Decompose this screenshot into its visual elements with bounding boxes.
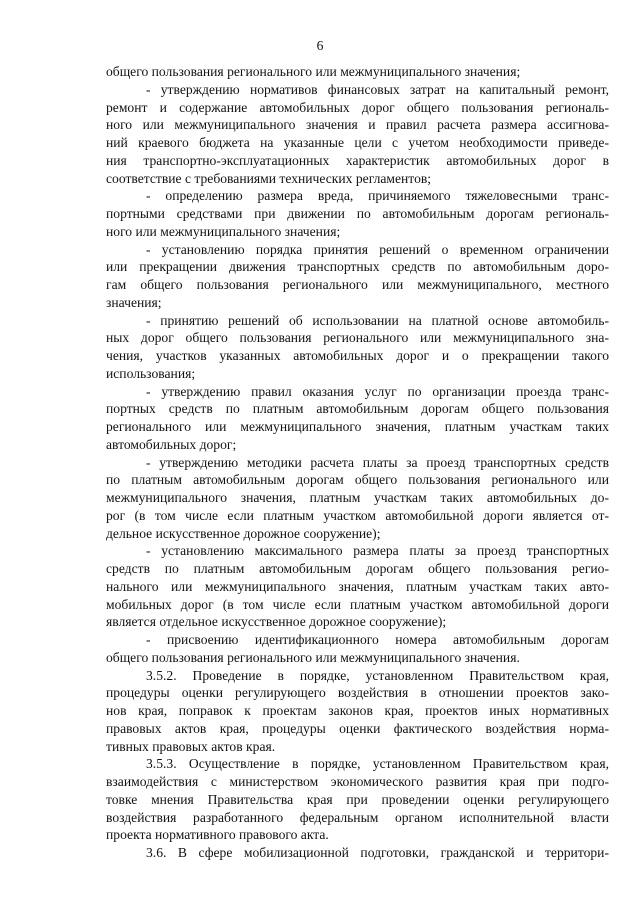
text-line: ния транспортно-эксплуатационных характеристик автомобильных дорог в [106, 152, 609, 168]
text-line: - определению размера вреда, причиняемого тяжеловесными транс- [146, 188, 609, 204]
text-line: 3.5.2. Проведение в порядке, установленном Правительством края, [146, 667, 609, 683]
text-line: рог (в том числе если платным участком автомобильной дороги является от- [106, 507, 609, 523]
text-line: по платным автомобильным дорогам общего пользования регионального или [106, 472, 609, 488]
text-line: или прекращении движения транспортных средств по автомобильным доро- [106, 259, 609, 275]
text-line: чения, участков указанных автомобильных дорог и о прекращении такого [106, 348, 609, 363]
text-line: значения; [106, 294, 162, 310]
text-line: гам общего пользования регионального или межмуниципального, местного [106, 277, 609, 292]
text-line: - принятию решений об использовании на платной основе автомобиль- [146, 312, 609, 328]
text-line: регионального или межмуниципального значения, платным участкам таких [106, 419, 609, 434]
text-line: общего пользования регионального или межмуниципального значения. [106, 649, 520, 665]
text-line: - установлению максимального размера платы за проезд транспортных [146, 543, 609, 559]
text-line: - установлению порядка принятия решений о временном ограничении [146, 241, 609, 257]
text-line: использования; [106, 365, 196, 381]
text-line: ного или межмуниципального значения; [106, 223, 341, 239]
text-line: - присвоению идентификационного номера автомобильным дорогам [146, 632, 609, 647]
text-line: товке мнения Правительства края при проведении оценки регулирующего [106, 791, 609, 807]
page-number: 6 [316, 38, 324, 53]
text-line: автомобильных дорог; [106, 436, 237, 452]
text-line: правовых актов края, процедуры оценки фактического воздействия норма- [106, 720, 609, 736]
text-line: межмуниципального значения, платным участкам таких автомобильных до- [106, 490, 609, 505]
text-line: тивных правовых актов края. [106, 738, 276, 754]
text-line: ного или межмуниципального значения и правил расчета размера ассигнова- [106, 117, 609, 133]
text-line: - утверждению нормативов финансовых затрат на капитальный ремонт, [146, 81, 609, 97]
text-line: средств по платным автомобильным дорогам общего пользования регио- [106, 561, 609, 576]
text-line: - утверждению правил оказания услуг по организации проезда транс- [146, 383, 609, 399]
text-line: проекта нормативного правового акта. [106, 827, 329, 843]
text-line: портных средств по платным автомобильным дорогам общего пользования [106, 401, 609, 417]
text-line: ний краевого бюджета на указанные цели с учетом необходимости приведе- [106, 135, 609, 150]
text-line: взаимодействия с министерством экономического развития края при подго- [106, 774, 609, 789]
text-line: нов края, поправок к проектам законов края, проектов иных нормативных [106, 703, 609, 718]
text-line: портными средствами при движении по автомобильным дорогам региональ- [106, 206, 609, 221]
text-line: - утверждению методики расчета платы за проезд транспортных средств [146, 454, 609, 470]
text-line: является отдельное искусственное дорожное сооружение); [106, 614, 447, 630]
text-line: общего пользования регионального или межмуниципального значения; [106, 64, 521, 79]
text-line: воздействия разработанного федеральным органом исполнительной власти [106, 809, 609, 825]
document-body [106, 63, 609, 862]
text-line: мобильных дорог (в том числе если платным участком автомобильной дороги [106, 596, 609, 612]
text-line: ремонт и содержание автомобильных дорог общего пользования региональ- [106, 99, 609, 115]
text-line: нального или межмуниципального значения, платным участкам таких авто- [106, 578, 609, 594]
text-line: соответствие с требованиями технических регламентов; [106, 170, 432, 186]
text-line: 3.6. В сфере мобилизационной подготовки, гражданской и территори- [146, 845, 609, 860]
text-line: ных дорог общего пользования регионального или межмуниципального зна- [106, 330, 609, 346]
text-line: 3.5.3. Осуществление в порядке, установленном Правительством края, [146, 756, 609, 772]
text-line: процедуры оценки регулирующего воздействия в отношении проектов зако- [106, 685, 609, 701]
text-line: дельное искусственное дорожное сооружение); [106, 525, 381, 541]
